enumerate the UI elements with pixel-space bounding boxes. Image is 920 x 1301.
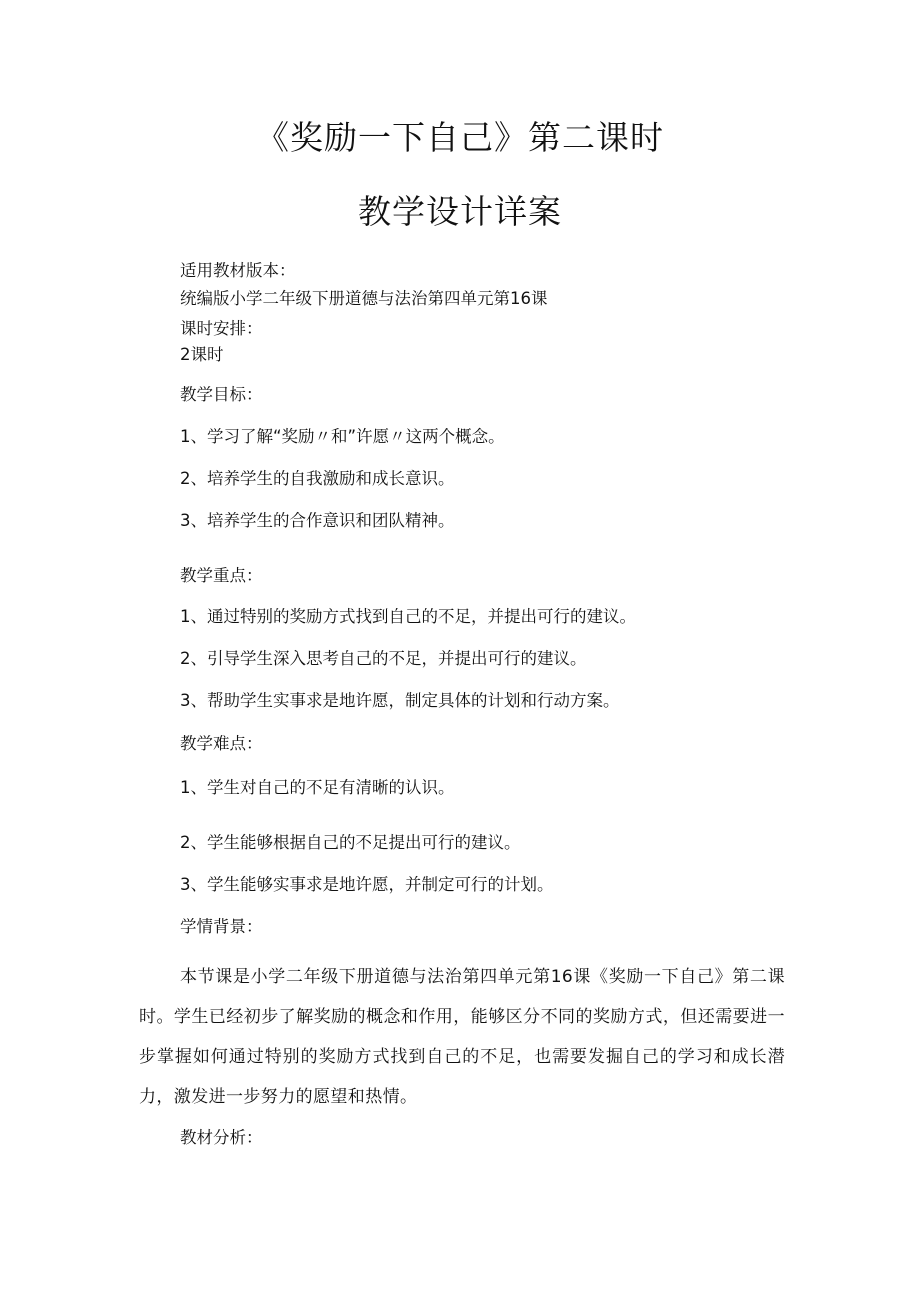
key-point-item: 2、引导学生深入思考自己的不足，并提出可行的建议。 [180, 649, 587, 668]
difficulty-item: 2、学生能够根据自己的不足提出可行的建议。 [180, 833, 521, 852]
objective-item: 2、培养学生的自我激励和成长意识。 [180, 469, 455, 488]
schedule-value: 2课时 [180, 345, 224, 364]
difficulty-item: 3、学生能够实事求是地许愿，并制定可行的计划。 [180, 875, 554, 894]
background-paragraph: 本节课是小学二年级下册道德与法治第四单元第16课《奖励一下自己》第二课时。学生已经初步了解奖励的概念和作用，能够区分不同的奖励方式，但还需要进一步掌握如何通过特别的奖励方式找到自己的不足，也需要发掘自己的学习和成长潜力，激发进一步努力的愿望和热情。 [139, 967, 785, 1107]
difficulty-item: 1、学生对自己的不足有清晰的认识。 [180, 778, 455, 797]
material-label: 适用教材版本： [180, 261, 296, 280]
objective-item: 1、学习了解“奖励〃和”许愿〃这两个概念。 [180, 427, 505, 446]
document-title: 《奖励一下自己》第二课时 [256, 118, 664, 157]
schedule-label: 课时安排： [180, 319, 263, 338]
difficulties-heading: 教学难点： [180, 734, 263, 753]
objectives-heading: 教学目标： [180, 385, 263, 404]
key-point-item: 1、通过特别的奖励方式找到自己的不足，并提出可行的建议。 [180, 607, 636, 626]
analysis-heading: 教材分析： [180, 1128, 263, 1147]
material-value: 统编版小学二年级下册道德与法治第四单元第16课 [180, 289, 548, 308]
key-point-item: 3、帮助学生实事求是地许愿，制定具体的计划和行动方案。 [180, 691, 620, 710]
key-points-heading: 教学重点： [180, 566, 263, 585]
background-heading: 学情背景： [180, 917, 263, 936]
objective-item: 3、培养学生的合作意识和团队精神。 [180, 511, 455, 530]
document-subtitle: 教学设计详案 [358, 192, 562, 231]
